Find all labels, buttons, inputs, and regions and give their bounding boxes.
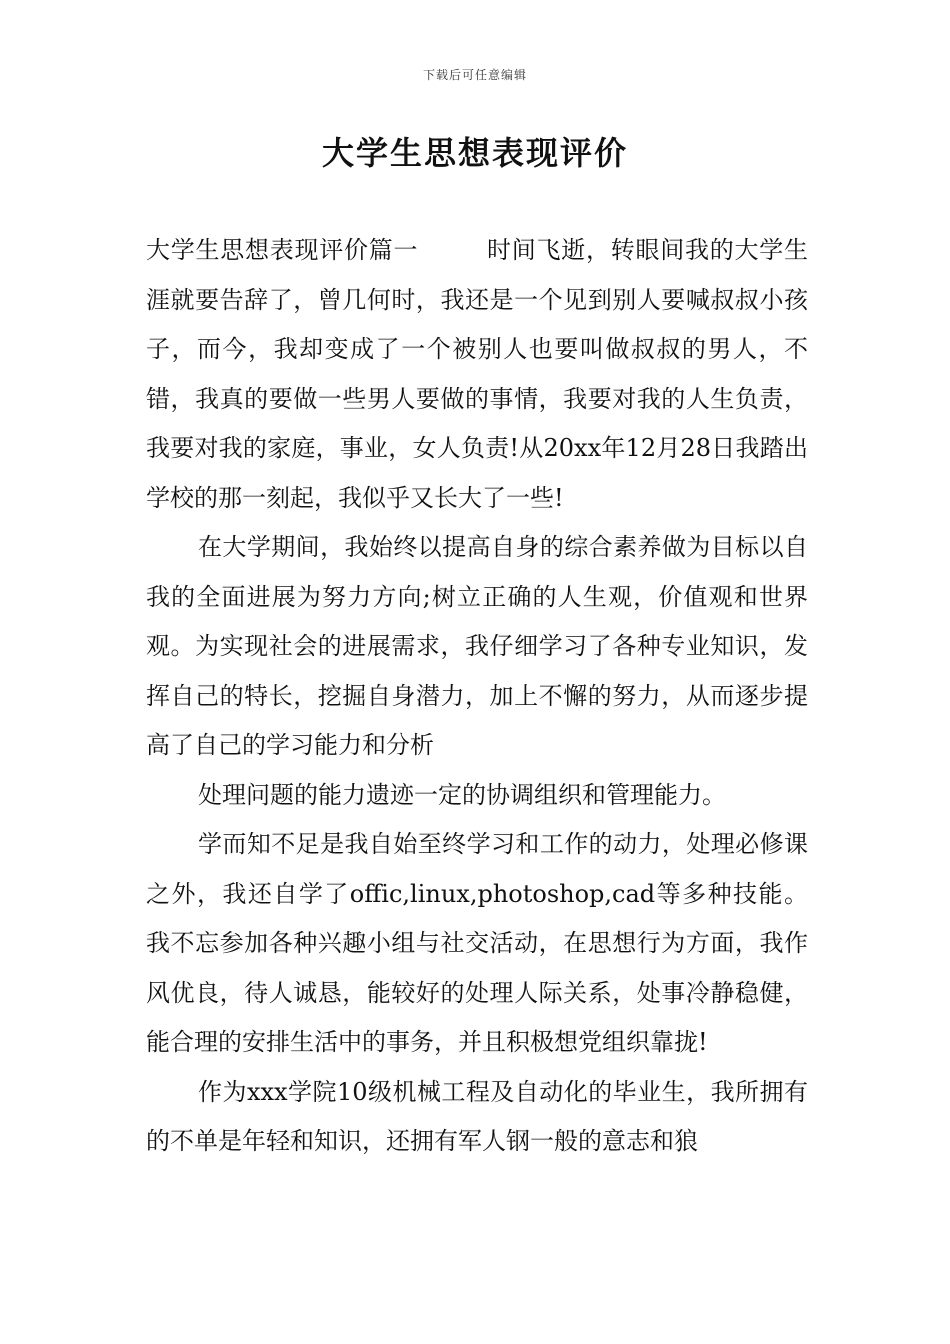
paragraph-2: 在大学期间，我始终以提高自身的综合素养做为目标以自我的全面进展为努力方向;树立正确的人生观，价值观和世界观。为实现社会的进展需求，我仔细学习了各种专业知识，发挥自己的特长，挖掘自身潜力，加上不懈的努力，从而逐步提高了自己的学习能力和分析 [146, 533, 808, 759]
document-body [146, 226, 808, 1167]
paragraph-1-text: 时间飞逝，转眼间我的大学生涯就要告辞了，曾几何时，我还是一个见到别人要喊叔叔小孩子，而今，我却变成了一个被别人也要叫做叔叔的男人，不错，我真的要做一些男人要做的事情，我要对我的人生负责，我要对我的家庭，事业，女人负责!从20xx年12月28日我踏出学校的那一刻起，我似乎又长大了一些! [146, 236, 808, 512]
paragraph-3: 处理问题的能力遗迹一定的协调组织和管理能力。 [198, 780, 726, 809]
document-title: 大学生思想表现评价 [321, 134, 628, 172]
paragraph-5: 作为xxx学院10级机械工程及自动化的毕业生，我所拥有的不单是年轻和知识，还拥有军人钢一般的意志和狼 [146, 1077, 808, 1155]
paragraph-4: 学而知不足是我自始至终学习和工作的动力，处理必修课之外，我还自学了offic,linux,photoshop,cad等多种技能。我不忘参加各种兴趣小组与社交活动，在思想行为方面，我作风优良，待人诚恳，能较好的处理人际关系，处事冷静稳健，能合理的安排生活中的事务，并且积极想党组织靠拢! [146, 830, 808, 1056]
paragraph-1-lead: 大学生思想表现评价篇一 [146, 236, 419, 264]
header-note: 下载后可任意编辑 [422, 68, 527, 82]
paragraph-1 [146, 226, 808, 523]
